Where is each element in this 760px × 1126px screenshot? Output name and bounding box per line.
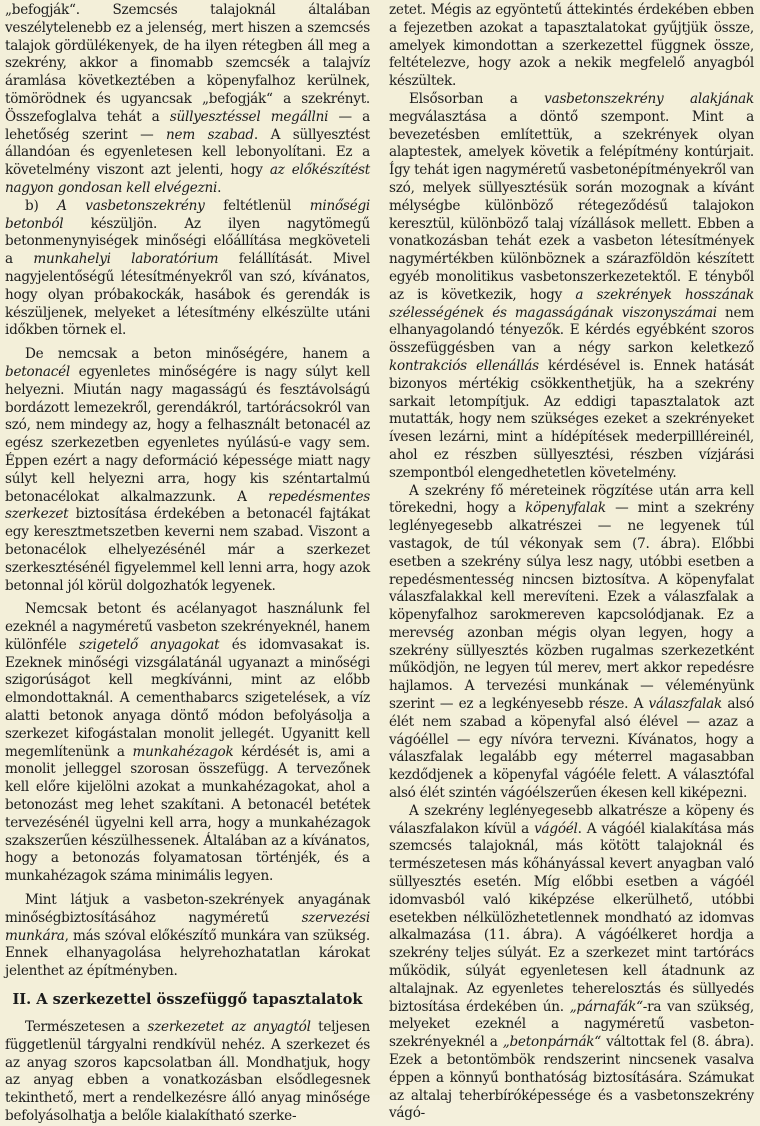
paragraph (5, 892, 370, 981)
paragraph (389, 91, 754, 483)
paragraph (5, 2, 370, 198)
emphasis-text: válaszfalak (648, 696, 722, 713)
emphasis-text: vágóél (534, 820, 578, 837)
body-text: váltottak fel (8. ábra). Ezek a betontömbök rendszerint nincsenek vasalva éppen a könnyű bonthatóság biztosítására. Számukat az altalaj teherbíróképessége és a vasbetonszekrény vágó- (389, 1034, 755, 1122)
body-text: és idomvasakat is. Ezeknek minőségi vizsgálatánál ugyanazt a minőségi szigorúságot kell megkívánni, mint az előbb elmondottaknál. A cementhabarcs szigetelések, a víz alatti betonok anyaga döntő módon befolyásolja a szerkezet kifogástalan monolit jellegét. Ugyanitt kell megemlítenünk a (5, 636, 370, 760)
emphasis-text: nem szabad (166, 126, 254, 143)
body-text: Elsősorban a (409, 90, 545, 107)
body-text: nem elhanyagolandó tényezők. E kérdés egyébként szoros összefüggésben van a négy sarkon keletkező (389, 304, 754, 357)
body-text: megválasztása a döntő szempont. Mint a bevezetésben említettük, a szekrények olyan alaptestek, amelyek követik a felépítmény kontúrjait. Így tehát igen nagyméretű vasbetonépítményekről van szó, melyek süllyesztésük során mozognak a kívánt mélységbe különböző rétegeződésű talajokon keresztül, különböző talaj vízállások mellett. Ebben a vonatkozásban tehát ezek a vasbeton létesítmények nagymértékben különböznek a szárazföldön készített egyéb monolitikus vasbetonszerkezetektől. E tényből az is következik, hogy (389, 108, 754, 303)
body-text: b) (25, 197, 58, 214)
emphasis-text: A vasbetonszekrény (57, 197, 205, 214)
body-text: kérdésével is. Ennek hatását bizonyos mértékig csökkenthetjük, ha a szekrény sarkait letompítjuk. Az eddigi tapasztalatok azt mutatták, hogy nem szükséges ezeket a szekrényeket ívesen lezárni, mint a hídépítések mederpillléreinél, ahol ez részben süllyesztési, részben vízjárási szempontból elengedhetetlen követelmény. (389, 357, 755, 481)
body-text: kérdését is, ami a monolit jelleggel szorosan összefügg. A tervezőnek kell előre kijelölni azokat a munkahézagokat, ahol a betonozást meg lehet szakítani. A betonacél betétek tervezésénél ügyelni kell arra, hogy a munkahézagok szakszerűen készülhessenek. Általában az a kívánatos, hogy a betonozás folyamatosan történjék, és a munkahézagok száma minimális legyen. (5, 743, 371, 885)
body-text: teljesen függetlenül tárgyalni rendkívül nehéz. A szerkezet és az anyag szoros kapcsolatban áll. Mondhatjuk, hogy az anyag ebben a vonatkozásban elsődlegesnek tekinthető, mert a rendelkezésre álló anyag minősége befolyásolhatja a belőle kialakítható szerke- (5, 1019, 371, 1125)
emphasis-text: kontrakciós ellenállás (389, 357, 539, 374)
emphasis-text: „párnafák“ (569, 998, 643, 1015)
body-text: . A süllyesztést állandóan és egyenletesen kell lebonyolítani. Ez a követelmény viszont azt jelenti, hogy (5, 126, 371, 179)
body-text: készüljön. Az ilyen nagytömegű betonmenynyiségek minőségi előállítása megköveteli a (5, 215, 370, 268)
emphasis-text: szigetelő anyagokat (78, 636, 220, 653)
body-text: Természetesen a (25, 1019, 148, 1036)
emphasis-text: minőségi betonból (5, 197, 370, 232)
paragraph (5, 346, 370, 595)
paragraph (5, 601, 370, 886)
body-text: egyenletes minőségére is nagy súlyt kell helyezni. Miután nagy magasságú és fesztávolságú bordázott lemezekről, gerendákról, tartórácsokról van szó, nem mindegy az, hogy a felhasznált betonacél az egész szerkezetben egyenletes nyúlású-e vagy sem. Éppen ezért a nagy deformáció képessége miatt nagy súlyt kell helyezni arra, hogy kis széntartalmú betonacélokat alkalmazzunk. A (5, 363, 370, 505)
emphasis-text: munkahézagok (132, 743, 234, 760)
body-text: . A vágóél kialakítása más szemcsés talajoknál, más kötött talajoknál és természetesen más kőhányással kevert anyagban való süllyesztés esetén. Míg előbbi esetben a vágóél idomvasból való kiképzése elkerülhető, utóbbi esetekben nélkülözhetetlennek mondható az idomvas alkalmazása (11. ábra). A vágóélkeret hordja a szekrény teljes súlyát. Ez a szerkezet mint tartórács működik, súlyát egyenletesen kell átadnunk az altalajnak. Az egyenletes teherelosztás és süllyedés biztosítása érdekében ún. (389, 820, 754, 1015)
paragraph (5, 198, 370, 340)
emphasis-text: süllyesztéssel megállni (169, 108, 329, 125)
body-text: feltétlenül (204, 197, 310, 214)
body-text: , más szóval előkészítő munkára van szükség. Ennek elhanyagolása helyrehozhatatlan károkat jelenthet az építményben. (5, 927, 370, 980)
body-text: De nemcsak a beton minőségére, hanem a (25, 346, 370, 363)
emphasis-text: repedésmentes szerkezet (5, 488, 370, 523)
emphasis-text: „betonpárnák“ (502, 1034, 601, 1051)
section-heading: II. A szerkezettel összefüggő tapasztalatok (12, 991, 363, 1009)
emphasis-text: köpenyfalak (525, 500, 606, 517)
body-text: Nemcsak betont és acélanyagot használunk fel ezeknél a nagyméretű vasbeton szekrényeknél, hanem különféle (5, 601, 370, 653)
body-text: A szekrény fő méreteinek rögzítése után arra kell törekedni, hogy a (389, 482, 754, 517)
emphasis-text: szervezési munkára (5, 909, 370, 944)
paragraph (389, 483, 754, 803)
body-text: zetet. Mégis az egyöntetű áttekintés érdekében ebben a fejezetben azokat a tapasztalatokat gyűjtjük össze, amelyek kimondottan a szerkezettel függnek össze, feltételezve, hogy azok a nekik megfelelő anyagból készültek. (389, 2, 754, 90)
body-text: „befogják“. Szemcsés talajoknál általában veszélytelenebb ez a jelenség, mert hiszen a szemcsés talajok gördülékenyek, de ha ilyen rétegben áll meg a szekrény, akkor a finomabb szemcsék a talajvíz áramlása következtében a köpenyfalhoz kerülnek, tömörödnek és ugyancsak „befogják“ a szekrényt. Összefoglalva tehát a (5, 2, 370, 125)
emphasis-text: az előkészítést nagyon gondosan kell elvégezni (5, 162, 370, 196)
body-text: . (217, 179, 222, 196)
paragraph (389, 2, 754, 91)
body-text: biztosítása érdekében a betonacél fajtákat egy keresztmetszetben keverni nem szabad. Viszont a betonacélok elhelyezésénél már a szerkezet szerkesztésénél figyelemmel kell lenni arra, hogy azok betonnal jól körül dolgozhatók legyenek. (5, 506, 370, 594)
paragraph (5, 1019, 370, 1126)
body-text: — mint a szekrény leglényegesebb alkatrészei — ne legyenek túl vastagok, de túl vékonyak sem (7. ábra). Előbbi esetben a szekrény súlya lesz nagy, utóbbi esetben a repedésmentesség nincsen biztosítva. A köpenyfalat válaszfalakkal kell merevíteni. Ezek a válaszfalak a köpenyfalhoz sarokmereven kapcsolódjanak. Ez a merevség azonban mégis olyan legyen, hogy a szekrény süllyesztés közben rugalmas szerkezetként működjön, ne legyen túl merev, mert akkor repedésre hajlamos. A tervezési munkának — véleményünk szerint — ez a legkényesebb része. A (389, 500, 754, 713)
emphasis-text: szerkezetet az anyagtól (147, 1019, 311, 1036)
body-text: felállítását. Mivel nagyjelentőségű létesítményekről van szó, kívánatos, hogy olyan próbakockák, hasábok és gerendák is készüljenek, melyeket a létesítmény elkészülte utáni időkben törnek el. (5, 251, 370, 339)
emphasis-text: betonacél (5, 363, 71, 380)
left-column (5, 2, 371, 1125)
paragraph (389, 803, 754, 1123)
emphasis-text: a szekrények hosszának szélességének és magasságának viszonyszámai (389, 286, 754, 321)
body-text: -ra van szükség, melyeket ezeknél a nagyméretű vasbeton-szekrényeknél a (389, 998, 754, 1051)
body-text: alsó élét nem szabad a köpenyfal alsó élével — azaz a vágóéllel — egy nívóra tervezni. Kívánatos, hogy a válaszfalak legalább egy méterrel magasabban kezdődjenek a köpenyfal vágóéle felett. A választófal alsó élét szintén vágóélszerűen ékesen kell kiképezni. (389, 696, 755, 802)
emphasis-text: munkahelyi laboratórium (33, 251, 219, 268)
body-text: Mint látjuk a vasbeton-szekrények anyagának minőségbiztosításához nagyméretű (5, 892, 370, 926)
body-text: — a lehetőség szerint — (5, 108, 370, 143)
body-text: A szekrény leglényegesebb alkatrésze a köpeny és válaszfalakon kívül a (389, 802, 754, 837)
right-column (389, 2, 755, 1122)
emphasis-text: vasbetonszekrény alakjának (544, 90, 754, 107)
